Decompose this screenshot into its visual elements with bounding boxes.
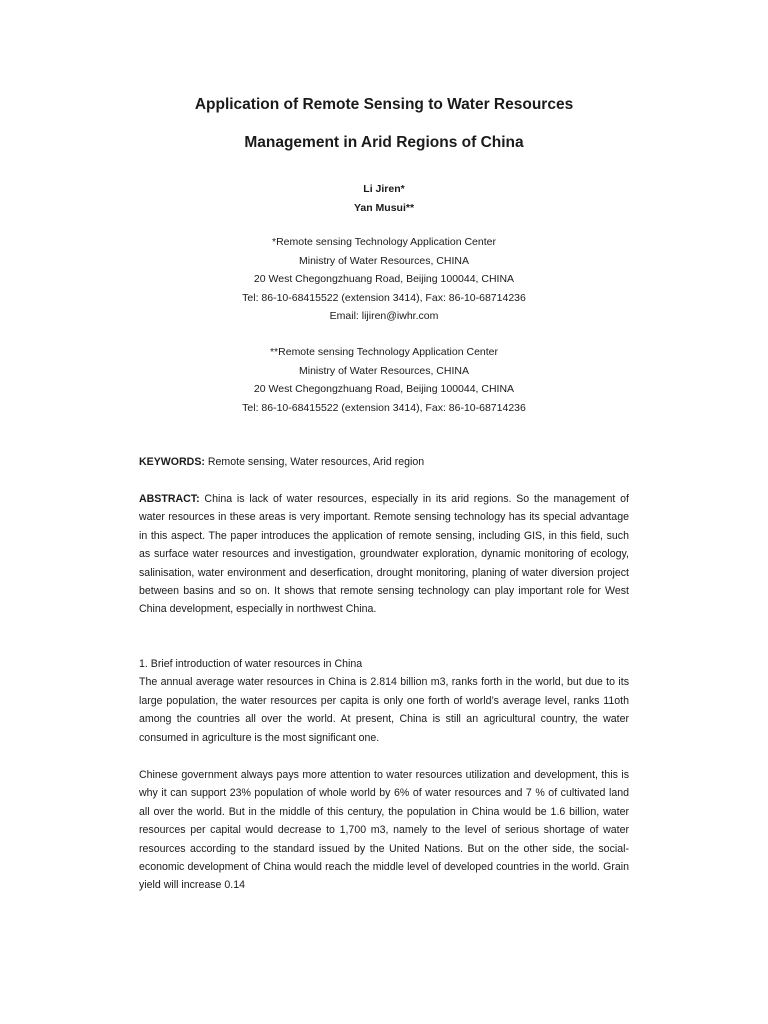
affiliation-1 [0,233,768,326]
section-1-heading: 1. Brief introduction of water resources in China [139,658,363,670]
affiliation-2-line: Tel: 86-10-68415522 (extension 3414), Fax: 86-10-68714236 [242,401,526,414]
author-list [0,180,768,218]
keywords-label: KEYWORDS: [139,456,205,468]
author-2: Yan Musui** [353,202,415,214]
affiliation-1-line: Ministry of Water Resources, CHINA [299,254,469,267]
section-1-paragraph-1: The annual average water resources in China is 2.814 billion m3, ranks forth in the world, but due to its large population, the water resources per capita is only one forth of world’s average level, ranks 11oth among the countries all over the world. At present, China is still an agricultural country, the water consumed in agriculture is the most significant one. [139,676,629,744]
abstract-text: China is lack of water resources, especially in its arid regions. So the management of water resources in these areas is very important. Remote sensing technology has its special advantage in this aspect. The paper introduces the application of remote sensing, including GIS, in this field, such as surface water resources and investigation, groundwater exploration, dynamic monitoring of ecology, salinisation, water environment and deserfication, drought monitoring, planing of water diversion project between basins and so on. It shows that remote sensing technology can play important role for West China development, especially in northwest China. [139,493,629,616]
author-1: Li Jiren* [363,183,405,195]
affiliation-1-line: *Remote sensing Technology Application Center [272,236,496,248]
affiliation-1-line: Tel: 86-10-68415522 (extension 3414), Fax: 86-10-68714236 [242,291,526,304]
keywords-text: Remote sensing, Water resources, Arid region [204,456,425,468]
abstract-label: ABSTRACT: [139,493,200,505]
keywords [139,453,629,471]
affiliation-2-line: 20 West Chegongzhuang Road, Beijing 100044, CHINA [253,383,515,395]
section-1 [139,655,629,747]
affiliation-1-email: Email: lijiren@iwhr.com [329,310,439,322]
affiliation-2 [0,343,768,417]
abstract [139,490,629,619]
affiliation-2-line: **Remote sensing Technology Application Center [269,346,499,358]
paper-title-line-2: Management in Arid Regions of China [244,134,524,151]
paper-title-line-1: Application of Remote Sensing to Water Resources [194,96,574,113]
affiliation-2-line: Ministry of Water Resources, CHINA [299,364,469,377]
section-1-paragraph-2 [139,766,629,895]
affiliation-1-line: 20 West Chegongzhuang Road, Beijing 100044, CHINA [253,273,515,285]
section-1-paragraph-2-text: Chinese government always pays more attention to water resources utilization and development, this is why it can support 23% population of whole world by 6% of water resources and 7 % of cultivated land all over the world. But in the middle of this century, the population in China would be 1.6 billion, water resources per capital would decrease to 1,700 m3, namely to the level of serious shortage of water resources according to the standard issued by the United Nations. But on the other side, the social-economic development of China would reach the middle level of developed countries in the world. Grain yield will increase 0.14 [139,769,629,892]
